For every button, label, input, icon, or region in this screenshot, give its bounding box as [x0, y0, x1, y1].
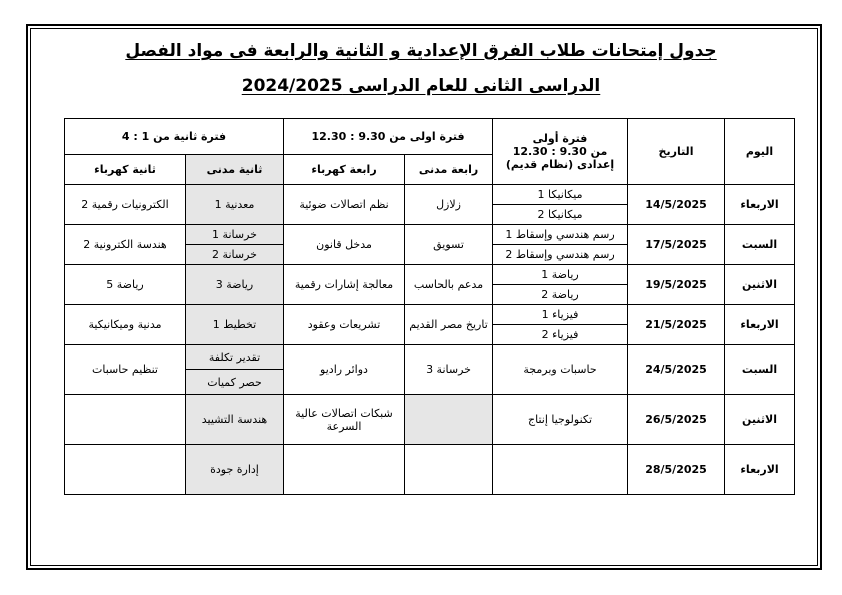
row4-fourth-civil: تاريخ مصر القديم: [405, 305, 493, 345]
row7-fourth-elec: [284, 445, 405, 495]
header-period2-second: فترة ثانية من 1 : 4: [65, 119, 284, 155]
row7-prep: [493, 445, 628, 495]
row6-second-civil: هندسة التشييد: [186, 395, 284, 445]
header-day: اليوم: [725, 119, 795, 185]
row7-second-civil: إدارة جودة: [186, 445, 284, 495]
row7-date: 28/5/2025: [628, 445, 725, 495]
row2-day: السبت: [725, 225, 795, 265]
row2-fourth-elec: مدخل قانون: [284, 225, 405, 265]
row6-prep: تكنولوجيا إنتاج: [493, 395, 628, 445]
row6-fourth-elec: شبكات اتصالات عالية السرعة: [284, 395, 405, 445]
row2-second-elec: هندسة الكترونية 2: [65, 225, 186, 265]
row4-day: الاربعاء: [725, 305, 795, 345]
row5-second-civil-a: تقدير تكلفة: [186, 345, 284, 370]
row4-prep-b: فيزياء 2: [493, 325, 628, 345]
row7-fourth-civil: [405, 445, 493, 495]
row6-day: الاثنين: [725, 395, 795, 445]
row4-date: 21/5/2025: [628, 305, 725, 345]
row5-fourth-elec: دوائر راديو: [284, 345, 405, 395]
header-fourth-elec: رابعة كهرباء: [284, 155, 405, 185]
row3-date: 19/5/2025: [628, 265, 725, 305]
row1-prep-a: ميكانيكا 1: [493, 185, 628, 205]
header-date: التاريخ: [628, 119, 725, 185]
row3-fourth-civil: مدعم بالحاسب: [405, 265, 493, 305]
row2-date: 17/5/2025: [628, 225, 725, 265]
row4-fourth-elec: تشريعات وعقود: [284, 305, 405, 345]
header-period1-fourth: فترة اولى من 9.30 : 12.30: [284, 119, 493, 155]
row5-date: 24/5/2025: [628, 345, 725, 395]
title-line-1: جدول إمتحانات طلاب الفرق الإعدادية و الثانية والرابعة فى مواد الفصل: [125, 41, 717, 61]
row1-day: الاربعاء: [725, 185, 795, 225]
row3-prep-b: رياضة 2: [493, 285, 628, 305]
row5-fourth-civil: خرسانة 3: [405, 345, 493, 395]
row6-second-elec: [65, 395, 186, 445]
row1-date: 14/5/2025: [628, 185, 725, 225]
row5-prep: حاسبات وبرمجة: [493, 345, 628, 395]
row3-prep-a: رياضة 1: [493, 265, 628, 285]
header-second-elec: ثانية كهرباء: [65, 155, 186, 185]
header-fourth-civil: رابعة مدنى: [405, 155, 493, 185]
row4-second-elec: مدنية وميكانيكية: [65, 305, 186, 345]
row4-prep-a: فيزياء 1: [493, 305, 628, 325]
row7-day: الاربعاء: [725, 445, 795, 495]
row2-prep-b: رسم هندسي وإسقاط 2: [493, 245, 628, 265]
row3-fourth-elec: معالجة إشارات رقمية: [284, 265, 405, 305]
row3-second-elec: رياضة 5: [65, 265, 186, 305]
row6-fourth-civil: [405, 395, 493, 445]
row2-second-civil-a: خرسانة 1: [186, 225, 284, 245]
row3-second-civil: رياضة 3: [186, 265, 284, 305]
row5-day: السبت: [725, 345, 795, 395]
row7-second-elec: [65, 445, 186, 495]
row1-second-civil: معدنية 1: [186, 185, 284, 225]
row6-date: 26/5/2025: [628, 395, 725, 445]
row2-fourth-civil: تسويق: [405, 225, 493, 265]
row1-second-elec: الكترونيات رقمية 2: [65, 185, 186, 225]
row4-second-civil: تخطيط 1: [186, 305, 284, 345]
header-period1-prep: فترة أولى من 9.30 : 12.30 إعدادى (نظام قديم): [493, 119, 628, 185]
row5-second-civil-b: حصر كميات: [186, 370, 284, 395]
row1-fourth-elec: نظم اتصالات ضوئية: [284, 185, 405, 225]
row3-day: الاثنين: [725, 265, 795, 305]
row2-second-civil-b: خرسانة 2: [186, 245, 284, 265]
row1-fourth-civil: زلازل: [405, 185, 493, 225]
title-line-2: الدراسى الثانى للعام الدراسى 2024/2025: [241, 76, 601, 96]
row1-prep-b: ميكانيكا 2: [493, 205, 628, 225]
row5-second-elec: تنظيم حاسبات: [65, 345, 186, 395]
header-second-civil: ثانية مدنى: [186, 155, 284, 185]
exam-schedule-table: [64, 118, 795, 495]
row2-prep-a: رسم هندسي وإسقاط 1: [493, 225, 628, 245]
